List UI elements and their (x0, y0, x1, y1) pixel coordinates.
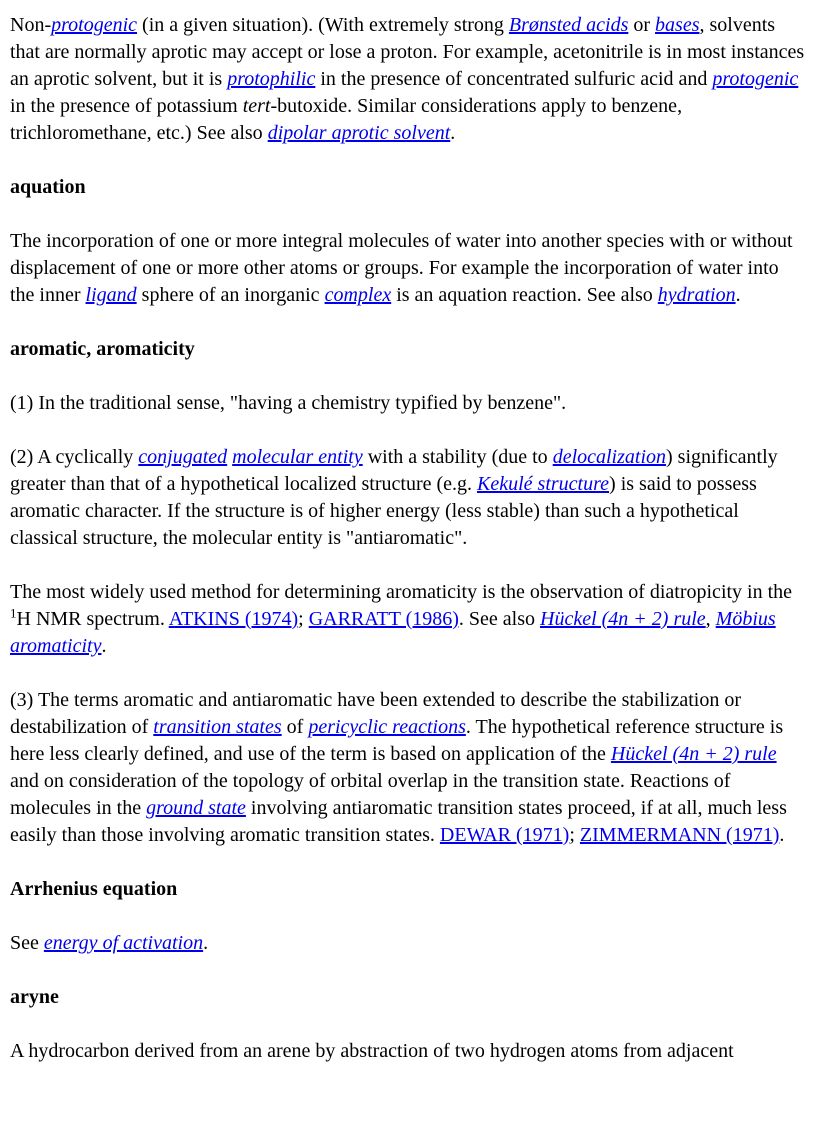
link-protogenic[interactable]: protogenic (51, 14, 138, 36)
link-hydration[interactable]: hydration (657, 284, 736, 306)
link-protogenic-2[interactable]: protogenic (712, 68, 799, 90)
text: ) significantly greater than that of a hypothetical localized structure (e.g. (10, 446, 778, 495)
aromatic-definition-2 (10, 444, 806, 552)
link-conjugated[interactable]: conjugated (138, 446, 228, 468)
text: The incorporation of one or more integral molecules of water into another species with or without displacement of one or more other atoms or groups. For example the incorporation of water into the inner (10, 230, 793, 306)
link-pericyclic-reactions[interactable]: pericyclic reactions (308, 716, 466, 738)
link-energy-of-activation[interactable]: energy of activation (43, 932, 204, 954)
aromatic-definition-3 (10, 687, 806, 849)
text: The most widely used method for determining aromaticity is the observation of diatropicity in the (10, 581, 793, 603)
text: See (10, 932, 44, 954)
link-zimmermann-1971[interactable]: ZIMMERMANN (1971) (579, 824, 780, 846)
text: ; (298, 608, 309, 630)
text: , solvents that are normally aprotic may accept or lose a proton. For example, acetonitrile is in most instances an aprotic solvent, but it is (10, 14, 805, 90)
link-bronsted-acids[interactable]: Brønsted acids (508, 14, 629, 36)
text: Non- (10, 14, 52, 36)
text: in the presence of potassium (10, 95, 243, 117)
text: . (203, 932, 209, 954)
link-bases[interactable]: bases (655, 14, 700, 36)
aprotic-solvent-definition (10, 12, 806, 147)
text: with a stability (due to (362, 446, 553, 468)
aquation-definition (10, 228, 806, 309)
aromatic-definition-1: (1) In the traditional sense, "having a chemistry typified by benzene". (10, 392, 567, 414)
aryne-definition: A hydrocarbon derived from an arene by abstraction of two hydrogen atoms from adjacent (10, 1040, 734, 1062)
link-protophilic[interactable]: protophilic (227, 68, 316, 90)
link-garratt-1986[interactable]: GARRATT (1986) (308, 608, 459, 630)
text: or (628, 14, 656, 36)
text: . (735, 284, 741, 306)
link-dewar-1971[interactable]: DEWAR (1971) (439, 824, 570, 846)
term-heading-aromatic: aromatic, aromaticity (10, 338, 195, 360)
text: , (705, 608, 716, 630)
text: . The hypothetical reference structure is here less clearly defined, and use of the term is based on application of the (10, 716, 784, 765)
text: -butoxide. Similar considerations apply to benzene, trichloromethane, etc.) See also (10, 95, 683, 144)
link-kekule-structure[interactable]: Kekulé structure (477, 473, 610, 495)
aromatic-nmr-note (10, 579, 806, 660)
text: H NMR spectrum. (16, 608, 169, 630)
term-heading-arrhenius: Arrhenius equation (10, 878, 178, 900)
text: . (101, 635, 107, 657)
text: ; (569, 824, 580, 846)
term-heading-aquation: aquation (10, 176, 86, 198)
link-huckel-rule[interactable]: Hückel (4n + 2) rule (540, 608, 706, 630)
text: (3) The terms aromatic and antiaromatic have been extended to describe the stabilization or destabilization of (10, 689, 742, 738)
link-ligand[interactable]: ligand (85, 284, 137, 306)
link-ground-state[interactable]: ground state (146, 797, 246, 819)
link-complex[interactable]: complex (324, 284, 392, 306)
text: is an aquation reaction. See also (391, 284, 658, 306)
link-dipolar-aprotic-solvent[interactable]: dipolar aprotic solvent (267, 122, 451, 144)
text: . See also (458, 608, 540, 630)
term-heading-aryne: aryne (10, 986, 59, 1008)
superscript: 1 (10, 605, 17, 621)
text: and on consideration of the topology of orbital overlap in the transition state. Reactions of molecules in the (10, 770, 731, 819)
text: ) is said to possess aromatic character. If the structure is of higher energy (less stable) than such a hypothetical classical structure, the molecular entity is "antiaromatic". (10, 473, 757, 549)
text: of (281, 716, 309, 738)
link-delocalization[interactable]: delocalization (552, 446, 667, 468)
text: (2) A cyclically (10, 446, 139, 468)
link-transition-states[interactable]: transition states (153, 716, 282, 738)
text: . (450, 122, 456, 144)
text: in the presence of concentrated sulfuric acid and (315, 68, 713, 90)
link-huckel-rule-2[interactable]: Hückel (4n + 2) rule (610, 743, 777, 765)
text: sphere of an inorganic (136, 284, 325, 306)
arrhenius-definition (10, 930, 806, 957)
text: . (779, 824, 785, 846)
link-molecular-entity[interactable]: molecular entity (232, 446, 363, 468)
text-italic-tert: tert (242, 95, 271, 117)
text: (in a given situation). (With extremely strong (137, 14, 509, 36)
link-mobius-aromaticity[interactable]: Möbius aromaticity (10, 608, 776, 657)
link-atkins-1974[interactable]: ATKINS (1974) (168, 608, 299, 630)
text: involving antiaromatic transition states proceed, if at all, much less easily than those involving aromatic transition states. (10, 797, 787, 846)
